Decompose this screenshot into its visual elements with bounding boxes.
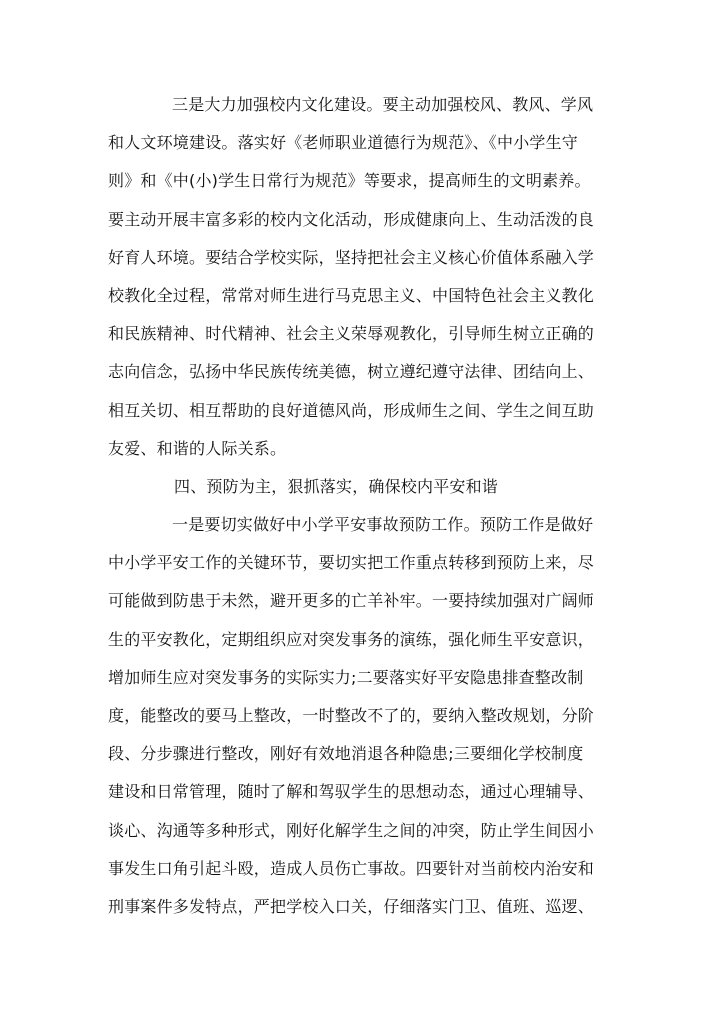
section-heading: 四、预防为主，狠抓落实，确保校内平安和谐	[174, 476, 499, 496]
paragraph-line: 增加师生应对突发事务的实际实力;二要落实好平安隐患排查整改制	[108, 667, 584, 687]
paragraph-line: 志向信念，弘扬中华民族传统美德，树立遵纪遵守法律、团结向上、	[108, 362, 595, 382]
paragraph-line: 相互关切、相互帮助的良好道德风尚，形成师生之间、学生之间互助	[108, 400, 595, 420]
paragraph-line: 和民族精神、时代精神、社会主义荣辱观教化，引导师生树立正确的	[108, 324, 595, 344]
paragraph-line: 可能做到防患于未然，避开更多的亡羊补牢。一要持续加强对广阔师	[108, 591, 595, 611]
paragraph-line: 一是要切实做好中小学平安事故预防工作。预防工作是做好	[172, 515, 594, 535]
paragraph-line: 中小学平安工作的关键环节，要切实把工作重点转移到预防上来，尽	[108, 553, 595, 573]
paragraph-line: 友爱、和谐的人际关系。	[108, 438, 287, 458]
paragraph-line: 和人文环境建设。落实好《老师职业道德行为规范》、《中小学生守	[108, 133, 579, 153]
paragraph-line: 要主动开展丰富多彩的校内文化活动，形成健康向上、生动活泼的良	[108, 209, 595, 229]
paragraph-line: 则》和《中(小)学生日常行为规范》等要求，提高师生的文明素养。	[108, 171, 591, 191]
paragraph-line: 建设和日常管理，随时了解和驾驭学生的思想动态，通过心理辅导、	[108, 782, 595, 802]
paragraph-line: 三是大力加强校内文化建设。要主动加强校风、教风、学风	[172, 95, 594, 114]
paragraph-line: 事发生口角引起斗殴，造成人员伤亡事故。四要针对当前校内治安和	[108, 858, 595, 878]
paragraph-line: 度，能整改的要马上整改，一时整改不了的，要纳入整改规划，分阶	[108, 706, 595, 725]
paragraph-line: 谈心、沟通等多种形式，刚好化解学生之间的冲突，防止学生间因小	[108, 820, 595, 840]
paragraph-line: 校教化全过程，常常对师生进行马克思主义、中国特色社会主义教化	[108, 285, 595, 305]
paragraph-line: 段、分步骤进行整改，刚好有效地消退各种隐患;三要细化学校制度	[108, 744, 584, 764]
body-text	[108, 86, 628, 926]
paragraph-line: 刑事案件多发特点，严把学校入口关，仔细落实门卫、值班、巡逻、	[108, 896, 595, 916]
paragraph-line: 好育人环境。要结合学校实际，坚持把社会主义核心价值体系融入学	[108, 247, 595, 267]
paragraph-line: 生的平安教化，定期组织应对突发事务的演练，强化师生平安意识，	[108, 629, 595, 649]
